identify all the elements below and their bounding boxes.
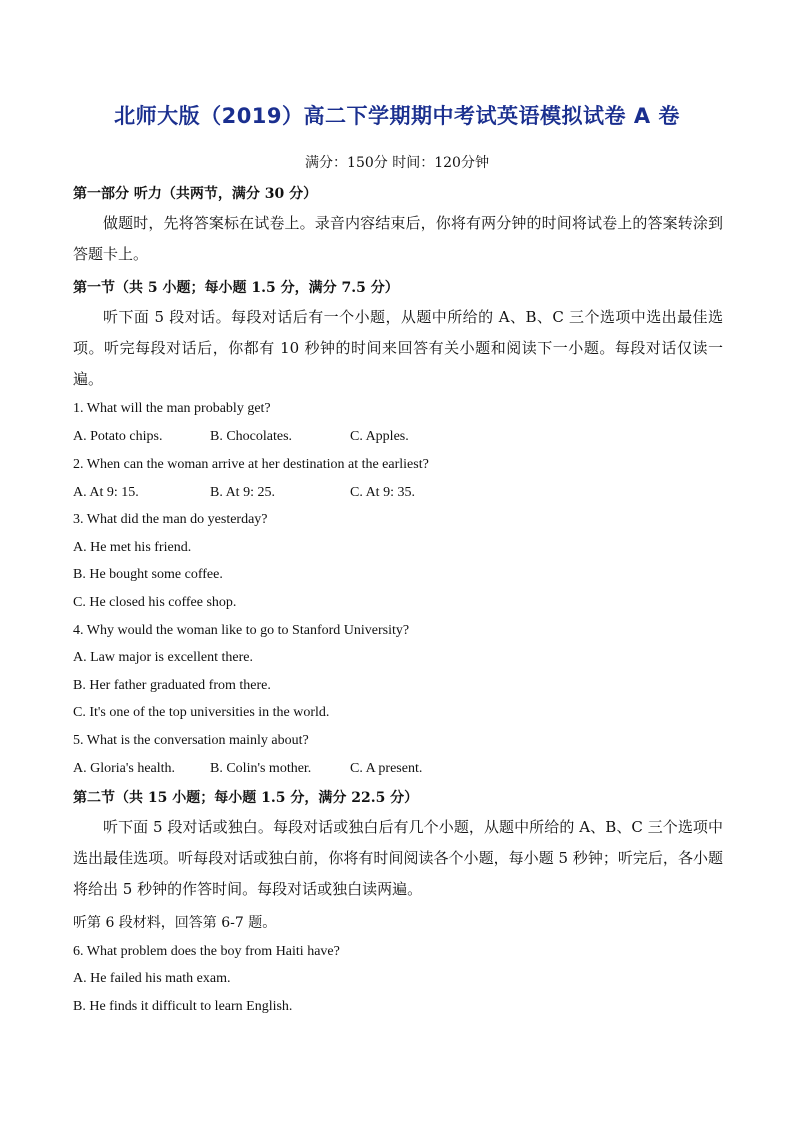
q4-option-a: A. Law major is excellent there.: [73, 650, 253, 665]
q1-option-a: A. Potato chips.: [73, 429, 163, 444]
exam-title: 北师大版（2019）高二下学期期中考试英语模拟试卷 A 卷: [114, 104, 680, 128]
q1-stem: 1. What will the man probably get?: [73, 401, 271, 416]
material6-instruction: 听第 6 段材料，回答第 6-7 题。: [73, 915, 277, 931]
q4-option-b: B. Her father graduated from there.: [73, 678, 271, 693]
q2-option-b: B. At 9: 25.: [210, 485, 275, 500]
q3-option-c: C. He closed his coffee shop.: [73, 595, 237, 610]
part1-heading: 第一部分 听力（共两节，满分 30 分）: [73, 186, 318, 202]
exam-subtitle: 满分：150分 时间：120分钟: [305, 155, 489, 171]
q3-stem: 3. What did the man do yesterday?: [73, 512, 268, 527]
section2-instructions: 听下面 5 段对话或独白。每段对话或独白后有几个小题，从题中所给的 A、B、C 三个选项中选出最佳选项。听每段对话或独白前，你将有时间阅读各个小题，每小题 5 秒钟；听完后，各小题将给出 5 秒钟的作答时间。每段对话或独白读两遍。: [73, 818, 723, 898]
q5-stem: 5. What is the conversation mainly about?: [73, 733, 309, 748]
q6-option-a: A. He failed his math exam.: [73, 971, 231, 986]
section1-heading: 第一节（共 5 小题；每小题 1.5 分，满分 7.5 分）: [73, 280, 399, 296]
q4-option-c: C. It's one of the top universities in the world.: [73, 705, 330, 720]
q1-options: [73, 429, 409, 445]
part1-instructions: 做题时，先将答案标在试卷上。录音内容结束后，你将有两分钟的时间将试卷上的答案转涂到答题卡上。: [73, 214, 723, 263]
q1-option-c: C. Apples.: [350, 429, 409, 444]
q5-option-b: B. Colin's mother.: [210, 761, 312, 776]
section2-heading: 第二节（共 15 小题；每小题 1.5 分，满分 22.5 分）: [73, 790, 419, 806]
q4-stem: 4. Why would the woman like to go to Stanford University?: [73, 623, 410, 638]
q5-option-a: A. Gloria's health.: [73, 761, 176, 776]
q2-option-c: C. At 9: 35.: [350, 485, 415, 500]
q3-option-a: A. He met his friend.: [73, 540, 192, 555]
q2-option-a: A. At 9: 15.: [73, 485, 139, 500]
section1-instructions: 听下面 5 段对话。每段对话后有一个小题，从题中所给的 A、B、C 三个选项中选出最佳选项。听完每段对话后，你都有 10 秒钟的时间来回答有关小题和阅读下一小题。每段对话仅读一遍。: [73, 308, 723, 388]
q2-stem: 2. When can the woman arrive at her destination at the earliest?: [73, 457, 429, 472]
q1-option-b: B. Chocolates.: [210, 429, 293, 444]
q2-options: [73, 485, 415, 501]
q3-option-b: B. He bought some coffee.: [73, 567, 223, 582]
q6-stem: 6. What problem does the boy from Haiti have?: [73, 944, 340, 959]
q5-option-c: C. A present.: [350, 761, 423, 776]
q6-option-b: B. He finds it difficult to learn English.: [73, 999, 293, 1014]
q5-options: [73, 761, 422, 777]
